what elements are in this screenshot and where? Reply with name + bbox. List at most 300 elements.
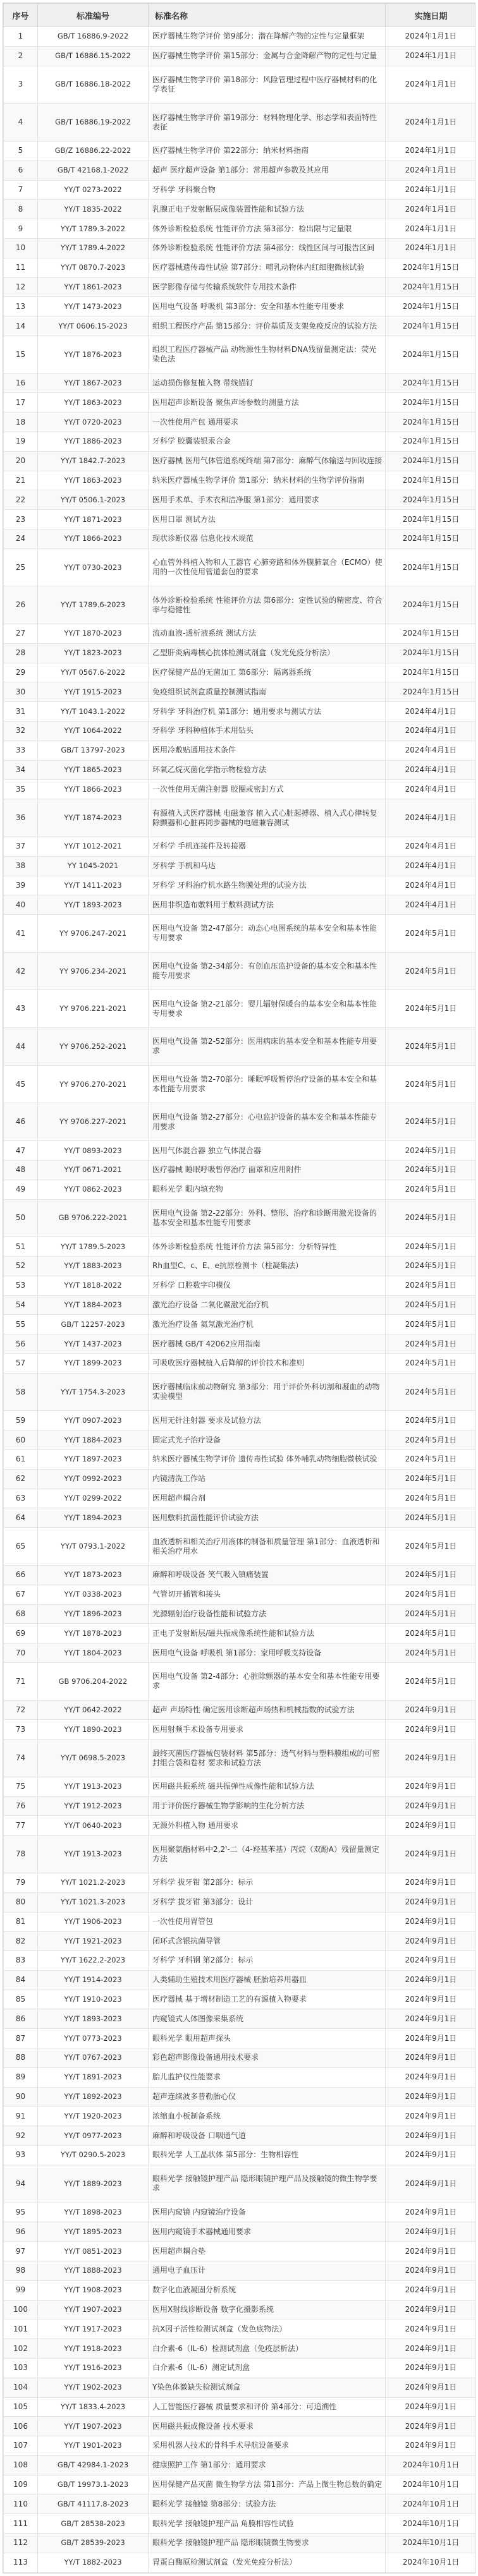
cell-standard-code: YY/T 1789.3-2022 (38, 219, 149, 239)
cell-standard-name: 医用电气设备 第2-22部分：外科、整形、治疗和诊断用激光设备的基本安全和基本性能专用要求 (149, 1199, 386, 1237)
cell-serial-no: 40 (4, 895, 38, 915)
cell-standard-name: 医疗器械临床前动物研究 第3部分：用于评价外科切割和凝血的动物实验模型 (149, 1373, 386, 1411)
cell-serial-no: 28 (4, 643, 38, 663)
cell-implementation-date: 2024年1月15日 (386, 682, 476, 702)
cell-standard-code: YY/T 0290.5-2023 (38, 2146, 149, 2165)
cell-serial-no: 63 (4, 1489, 38, 1508)
cell-standard-name: 医疗器械 睡眠呼吸暂停治疗 面罩和应用附件 (149, 1160, 386, 1180)
table-row (4, 1430, 476, 1450)
cell-standard-code: YY/T 1890-2023 (38, 1720, 149, 1739)
cell-serial-no: 50 (4, 1199, 38, 1237)
cell-implementation-date: 2024年9月1日 (386, 2146, 476, 2165)
cell-standard-code: YY/T 1873-2023 (38, 1565, 149, 1585)
cell-standard-name: 医疗器械生物学评价 第22部分：纳米材料指南 (149, 141, 386, 160)
cell-standard-name: 用于评价医疗器械生物学影响的生化分析方法 (149, 1796, 386, 1816)
cell-standard-name: 组织工程医疗器械产品 动物源性生物材料DNA残留量测定法：荧光染色法 (149, 336, 386, 373)
table-row (4, 1624, 476, 1643)
cell-standard-name: 医疗器械 GB/T 42062应用指南 (149, 1334, 386, 1354)
table-row (4, 1528, 476, 1566)
cell-standard-code: YY/T 0642-2022 (38, 1700, 149, 1720)
cell-serial-no: 23 (4, 510, 38, 529)
cell-implementation-date: 2024年9月1日 (386, 2261, 476, 2280)
cell-implementation-date: 2024年1月1日 (386, 104, 476, 142)
cell-standard-name: 血液透析和相关治疗用液体的制备和质量管理 第1部分：血液透析和相关治疗用水 (149, 1528, 386, 1566)
cell-implementation-date: 2024年1月15日 (386, 510, 476, 529)
table-row (4, 856, 476, 876)
cell-implementation-date: 2024年5月1日 (386, 1662, 476, 1700)
cell-implementation-date: 2024年5月1日 (386, 1450, 476, 1470)
cell-standard-code: YY/T 1894-2023 (38, 1508, 149, 1528)
table-row (4, 1508, 476, 1528)
table-row (4, 2300, 476, 2319)
cell-standard-code: YY/T 1867-2023 (38, 373, 149, 393)
table-row (4, 1990, 476, 2009)
cell-standard-name: 牙科学 牙科治疗机 第1部分：通用要求与测试方法 (149, 702, 386, 722)
cell-standard-name: 一次性使用产包 通用要求 (149, 413, 386, 432)
table-row (4, 2494, 476, 2514)
cell-implementation-date: 2024年9月1日 (386, 2397, 476, 2417)
cell-standard-code: YY/T 0893-2023 (38, 1141, 149, 1161)
cell-serial-no: 70 (4, 1643, 38, 1663)
table-row (4, 1873, 476, 1892)
cell-implementation-date: 2024年9月1日 (386, 2378, 476, 2397)
table-row (4, 104, 476, 142)
cell-standard-name: 牙科学 牙科种植体手术用钻头 (149, 722, 386, 741)
cell-implementation-date: 2024年1月15日 (386, 317, 476, 336)
cell-standard-code: YY/T 1866-2023 (38, 529, 149, 548)
cell-implementation-date: 2024年10月1日 (386, 2494, 476, 2514)
table-row (4, 1103, 476, 1141)
table-row (4, 2417, 476, 2436)
standards-table-container (3, 3, 475, 2573)
cell-standard-code: YY/T 0567.6-2022 (38, 663, 149, 682)
cell-implementation-date: 2024年5月1日 (386, 915, 476, 953)
cell-standard-name: 超声 声场特性 确定医用诊断超声场热和机械指数的试验方法 (149, 1700, 386, 1720)
cell-standard-name: 医疗器械 医用气体管道系统终端 第7部分：麻醉气体输送与回收连接 (149, 451, 386, 471)
table-row (4, 1160, 476, 1180)
table-row (4, 1411, 476, 1430)
cell-standard-code: YY/T 1861-2023 (38, 277, 149, 297)
cell-standard-name: 医用聚氨酯材料中2,2'-二（4-羟基苯基）丙烷（双酚A）残留量测定方法 (149, 1835, 386, 1873)
table-row (4, 200, 476, 219)
cell-serial-no: 27 (4, 624, 38, 644)
cell-standard-name: 医用无针注射器 要求及试验方法 (149, 1411, 386, 1430)
cell-standard-code: YY/T 1889-2023 (38, 2165, 149, 2203)
cell-standard-name: 体外诊断检验系统 性能评价方法 第5部分：分析特异性 (149, 1237, 386, 1257)
cell-serial-no: 5 (4, 141, 38, 160)
cell-serial-no: 21 (4, 471, 38, 490)
cell-implementation-date: 2024年10月1日 (386, 2455, 476, 2475)
header-serial-no: 序号 (4, 4, 38, 27)
cell-serial-no: 37 (4, 837, 38, 856)
cell-implementation-date: 2024年1月15日 (386, 373, 476, 393)
cell-implementation-date: 2024年1月15日 (386, 413, 476, 432)
cell-standard-name: 组织工程医疗产品 第15部分：评价基质及支架免疫反应的试验方法 (149, 317, 386, 336)
cell-standard-code: YY/T 1789.6-2023 (38, 586, 149, 624)
cell-standard-code: YY 9706.227-2021 (38, 1103, 149, 1141)
cell-standard-name: 麻醉和呼吸设备 口咽通气道 (149, 2126, 386, 2146)
cell-implementation-date: 2024年1月1日 (386, 160, 476, 180)
cell-standard-name: 人类辅助生殖技术用医疗器械 胚胎培养用器皿 (149, 1970, 386, 1990)
table-row (4, 2339, 476, 2359)
cell-standard-code: YY/T 1884-2023 (38, 1430, 149, 1450)
table-row (4, 2397, 476, 2417)
cell-standard-name: 一次性使用胃管包 (149, 1912, 386, 1932)
cell-standard-code: GB/T 16886.9-2022 (38, 27, 149, 47)
cell-implementation-date: 2024年1月15日 (386, 624, 476, 644)
table-row (4, 915, 476, 953)
cell-serial-no: 36 (4, 799, 38, 837)
table-row (4, 2261, 476, 2280)
cell-standard-code: GB/T 12257-2023 (38, 1315, 149, 1334)
cell-standard-code: YY/T 0506.1-2023 (38, 490, 149, 510)
cell-serial-no: 25 (4, 548, 38, 586)
cell-standard-name: 眼科光学 眼用超声探头 (149, 2029, 386, 2048)
cell-standard-code: YY/T 0773-2023 (38, 2029, 149, 2048)
cell-implementation-date: 2024年10月1日 (386, 2553, 476, 2572)
cell-standard-name: 白介素-6（IL-6）检测试剂盒（免疫层析法） (149, 2339, 386, 2359)
table-row (4, 180, 476, 200)
cell-standard-name: 牙科学 牙科聚合物 (149, 180, 386, 200)
cell-serial-no: 65 (4, 1528, 38, 1566)
cell-implementation-date: 2024年9月1日 (386, 1990, 476, 2009)
cell-standard-code: YY/T 0907-2023 (38, 1411, 149, 1430)
table-row (4, 2203, 476, 2222)
cell-standard-name: 牙科学 手机和马达 (149, 856, 386, 876)
cell-standard-code: YY/T 1835-2022 (38, 200, 149, 219)
table-row (4, 451, 476, 471)
cell-implementation-date: 2024年1月15日 (386, 451, 476, 471)
cell-standard-code: YY/T 0273-2022 (38, 180, 149, 200)
cell-implementation-date: 2024年1月1日 (386, 141, 476, 160)
table-row (4, 373, 476, 393)
table-row (4, 471, 476, 490)
table-row (4, 1816, 476, 1835)
cell-standard-code: YY/T 1012-2021 (38, 837, 149, 856)
table-row (4, 1951, 476, 1971)
cell-implementation-date: 2024年1月15日 (386, 258, 476, 277)
cell-serial-no: 101 (4, 2319, 38, 2339)
cell-serial-no: 45 (4, 1065, 38, 1103)
cell-standard-code: YY/T 1876-2023 (38, 336, 149, 373)
table-row (4, 2067, 476, 2087)
cell-serial-no: 105 (4, 2397, 38, 2417)
cell-standard-code: YY/T 0299-2022 (38, 1489, 149, 1508)
cell-serial-no: 94 (4, 2165, 38, 2203)
cell-standard-code: YY/T 1913-2023 (38, 1835, 149, 1873)
cell-standard-code: YY/T 1896-2023 (38, 1604, 149, 1624)
cell-standard-name: 医用射频手术设备专用要求 (149, 1720, 386, 1739)
cell-standard-name: 医用电气设备 第2-70部分：睡眠呼吸暂停治疗设备的基本安全和基本性能专用要求 (149, 1065, 386, 1103)
cell-standard-code: YY/T 1892-2023 (38, 2087, 149, 2107)
cell-implementation-date: 2024年9月1日 (386, 2280, 476, 2300)
table-row (4, 2009, 476, 2029)
cell-standard-code: YY/T 0671-2021 (38, 1160, 149, 1180)
cell-serial-no: 59 (4, 1411, 38, 1430)
cell-implementation-date: 2024年5月1日 (386, 1528, 476, 1566)
cell-standard-name: 内镜清洗工作站 (149, 1469, 386, 1489)
cell-implementation-date: 2024年9月1日 (386, 2067, 476, 2087)
cell-implementation-date: 2024年1月15日 (386, 277, 476, 297)
cell-serial-no: 33 (4, 741, 38, 760)
cell-standard-name: 医学影像存储与传输系统软件专用技术条件 (149, 277, 386, 297)
cell-standard-code: YY/T 0977-2023 (38, 2126, 149, 2146)
cell-serial-no: 30 (4, 682, 38, 702)
cell-implementation-date: 2024年9月1日 (386, 2029, 476, 2048)
cell-implementation-date: 2024年5月1日 (386, 1160, 476, 1180)
table-row (4, 529, 476, 548)
cell-standard-name: 气管切开插管和接头 (149, 1585, 386, 1604)
cell-standard-name: 牙科学 牙科钢 第2部分：标示 (149, 1951, 386, 1971)
table-row (4, 219, 476, 239)
table-row (4, 799, 476, 837)
cell-implementation-date: 2024年1月1日 (386, 238, 476, 258)
cell-standard-code: YY/T 1918-2023 (38, 2339, 149, 2359)
cell-standard-code: YY/T 1886-2023 (38, 432, 149, 451)
cell-standard-code: YY/T 1899-2023 (38, 1354, 149, 1374)
cell-standard-code: YY/T 0870.7-2023 (38, 258, 149, 277)
cell-serial-no: 51 (4, 1237, 38, 1257)
cell-implementation-date: 2024年5月1日 (386, 990, 476, 1028)
table-row (4, 2029, 476, 2048)
cell-standard-code: YY 9706.234-2021 (38, 952, 149, 990)
cell-standard-name: Rh血型C、c、E、e抗原检测卡（柱凝集法） (149, 1257, 386, 1276)
cell-standard-name: 流动血液-透析液系统 测试方法 (149, 624, 386, 644)
cell-serial-no: 31 (4, 702, 38, 722)
cell-serial-no: 103 (4, 2358, 38, 2378)
cell-standard-code: YY/T 1917-2023 (38, 2319, 149, 2339)
cell-implementation-date: 2024年5月1日 (386, 1604, 476, 1624)
table-row (4, 1720, 476, 1739)
cell-standard-name: 医疗器械 基于增材制造工艺的有源植入物要求 (149, 1990, 386, 2009)
cell-serial-no: 2 (4, 46, 38, 66)
cell-serial-no: 81 (4, 1912, 38, 1932)
cell-standard-name: 眼科光学 眼内填充物 (149, 1180, 386, 1199)
cell-standard-name: 医用超声耦合剂 (149, 1489, 386, 1508)
cell-standard-name: 闭环式含银抗菌导管 (149, 1932, 386, 1951)
cell-standard-code: GB/T 16886.18-2022 (38, 66, 149, 104)
cell-standard-name: 牙科学 手机连接件及转接器 (149, 837, 386, 856)
cell-implementation-date: 2024年9月1日 (386, 1720, 476, 1739)
cell-implementation-date: 2024年10月1日 (386, 2475, 476, 2494)
cell-standard-code: GB/T 42168.1-2022 (38, 160, 149, 180)
cell-standard-name: 激光治疗设备 二氧化碳激光治疗机 (149, 1295, 386, 1315)
cell-standard-code: YY 9706.270-2021 (38, 1065, 149, 1103)
cell-serial-no: 98 (4, 2261, 38, 2280)
cell-standard-name: 医用口罩 测试方法 (149, 510, 386, 529)
table-row (4, 2436, 476, 2456)
cell-standard-name: 医用电气设备 第2-52部分：医用病床的基本安全和基本性能专用要求 (149, 1028, 386, 1066)
table-row (4, 1643, 476, 1663)
cell-standard-name: 医用内窥镜 内窥镜治疗设备 (149, 2203, 386, 2222)
table-row (4, 1970, 476, 1990)
cell-implementation-date: 2024年9月1日 (386, 2319, 476, 2339)
cell-serial-no: 95 (4, 2203, 38, 2222)
cell-serial-no: 61 (4, 1450, 38, 1470)
cell-implementation-date: 2024年4月1日 (386, 876, 476, 895)
cell-implementation-date: 2024年9月1日 (386, 2087, 476, 2107)
cell-standard-name: 医用非织造布敷料用于敷料测试方法 (149, 895, 386, 915)
cell-standard-code: YY/T 1915-2023 (38, 682, 149, 702)
cell-standard-code: GB 9706.222-2021 (38, 1199, 149, 1237)
table-row (4, 1141, 476, 1161)
cell-standard-code: YY/T 0698.5-2023 (38, 1739, 149, 1777)
cell-standard-name: 乙型肝炎病毒核心抗体检测试剂盒（发光免疫分析法） (149, 643, 386, 663)
cell-implementation-date: 2024年9月1日 (386, 1932, 476, 1951)
table-row (4, 952, 476, 990)
cell-serial-no: 47 (4, 1141, 38, 1161)
cell-serial-no: 34 (4, 760, 38, 780)
cell-standard-name: 医用磁共振系统 磁共振弹性成像性能和试验方法 (149, 1777, 386, 1796)
cell-serial-no: 76 (4, 1796, 38, 1816)
cell-implementation-date: 2024年1月1日 (386, 27, 476, 47)
table-row (4, 876, 476, 895)
cell-serial-no: 29 (4, 663, 38, 682)
cell-standard-code: YY/T 0640-2023 (38, 1816, 149, 1835)
table-body (4, 27, 476, 2573)
table-row (4, 2048, 476, 2068)
table-row (4, 2475, 476, 2494)
cell-standard-code: YY/T 1622.2-2023 (38, 1951, 149, 1971)
cell-standard-name: 体外诊断检验系统 性能评价方法 第6部分：定性试验的精密度、符合率与稳健性 (149, 586, 386, 624)
cell-standard-code: YY/T 1906-2023 (38, 1912, 149, 1932)
table-row (4, 1276, 476, 1295)
cell-standard-code: GB 9706.204-2022 (38, 1662, 149, 1700)
cell-serial-no: 89 (4, 2067, 38, 2087)
cell-standard-code: YY/T 1893-2023 (38, 895, 149, 915)
table-row (4, 2358, 476, 2378)
cell-serial-no: 4 (4, 104, 38, 142)
table-row (4, 760, 476, 780)
cell-standard-code: YY/T 1912-2023 (38, 1796, 149, 1816)
cell-implementation-date: 2024年9月1日 (386, 2436, 476, 2456)
table-row (4, 317, 476, 336)
cell-implementation-date: 2024年5月1日 (386, 1257, 476, 1276)
cell-implementation-date: 2024年4月1日 (386, 722, 476, 741)
cell-implementation-date: 2024年4月1日 (386, 741, 476, 760)
cell-standard-name: 内窥镜式人体图像采集系统 (149, 2009, 386, 2029)
table-row (4, 160, 476, 180)
cell-serial-no: 16 (4, 373, 38, 393)
cell-standard-name: 医用保健产品灭菌 微生物学方法 第1部分：产品上微生物总数的确定 (149, 2475, 386, 2494)
cell-implementation-date: 2024年9月1日 (386, 2048, 476, 2068)
cell-standard-name: 无源外科植入物 通用要求 (149, 1816, 386, 1835)
table-row (4, 1700, 476, 1720)
cell-standard-name: 可吸收医疗器械植入后降解的评价技术和准则 (149, 1354, 386, 1374)
cell-standard-name: 抗X因子活性检测试剂盒（发色底物法） (149, 2319, 386, 2339)
cell-standard-code: YY/T 1907-2023 (38, 2300, 149, 2319)
cell-standard-name: 固定式光子治疗设备 (149, 1430, 386, 1450)
cell-serial-no: 39 (4, 876, 38, 895)
cell-serial-no: 99 (4, 2280, 38, 2300)
cell-serial-no: 35 (4, 780, 38, 799)
cell-serial-no: 111 (4, 2514, 38, 2534)
cell-implementation-date: 2024年4月1日 (386, 760, 476, 780)
cell-serial-no: 97 (4, 2242, 38, 2261)
table-row (4, 66, 476, 104)
table-row (4, 1835, 476, 1873)
cell-serial-no: 87 (4, 2029, 38, 2048)
table-row (4, 2087, 476, 2107)
header-standard-code: 标准编号 (38, 4, 149, 27)
table-row (4, 663, 476, 682)
cell-serial-no: 8 (4, 200, 38, 219)
table-row (4, 2146, 476, 2165)
cell-serial-no: 41 (4, 915, 38, 953)
cell-standard-name: 运动损伤修复植入物 带线锚钉 (149, 373, 386, 393)
cell-implementation-date: 2024年1月1日 (386, 46, 476, 66)
cell-implementation-date: 2024年5月1日 (386, 1489, 476, 1508)
cell-standard-code: YY/T 1883-2023 (38, 1257, 149, 1276)
table-row (4, 548, 476, 586)
cell-standard-name: 数字化血液凝固分析系统 (149, 2280, 386, 2300)
cell-standard-code: YY/T 1914-2023 (38, 1970, 149, 1990)
cell-serial-no: 49 (4, 1180, 38, 1199)
table-row (4, 895, 476, 915)
cell-serial-no: 92 (4, 2126, 38, 2146)
cell-standard-code: YY/T 1411-2023 (38, 876, 149, 895)
cell-serial-no: 38 (4, 856, 38, 876)
table-row (4, 258, 476, 277)
cell-serial-no: 11 (4, 258, 38, 277)
cell-implementation-date: 2024年1月15日 (386, 490, 476, 510)
cell-serial-no: 14 (4, 317, 38, 336)
cell-implementation-date: 2024年5月1日 (386, 1103, 476, 1141)
cell-standard-code: YY/T 0720-2023 (38, 413, 149, 432)
cell-standard-name: 医疗器械遗传毒性试验 第7部分：哺乳动物体内红细胞微核试验 (149, 258, 386, 277)
cell-standard-name: 体外诊断检验系统 性能评价方法 第4部分：线性区间与可报告区间 (149, 238, 386, 258)
cell-implementation-date: 2024年1月15日 (386, 432, 476, 451)
cell-standard-code: YY/T 0851-2023 (38, 2242, 149, 2261)
cell-serial-no: 107 (4, 2436, 38, 2456)
cell-implementation-date: 2024年5月1日 (386, 1585, 476, 1604)
cell-serial-no: 90 (4, 2087, 38, 2107)
table-row (4, 2126, 476, 2146)
cell-serial-no: 44 (4, 1028, 38, 1066)
table-row (4, 1777, 476, 1796)
cell-implementation-date: 2024年1月15日 (386, 297, 476, 317)
cell-serial-no: 56 (4, 1334, 38, 1354)
cell-serial-no: 42 (4, 952, 38, 990)
cell-serial-no: 48 (4, 1160, 38, 1180)
cell-standard-name: 医用电气设备 呼吸机 第3部分：安全和基本性能专用要求 (149, 297, 386, 317)
cell-implementation-date: 2024年1月15日 (386, 393, 476, 413)
table-row (4, 1450, 476, 1470)
table-row (4, 2280, 476, 2300)
cell-standard-name: 医疗器械生物学评价 第9部分：潜在降解产物的定性与定量框架 (149, 27, 386, 47)
cell-implementation-date: 2024年9月1日 (386, 1796, 476, 1816)
table-row (4, 1892, 476, 1912)
cell-serial-no: 46 (4, 1103, 38, 1141)
cell-standard-name: 医用气体混合器 独立气体混合器 (149, 1141, 386, 1161)
table-row (4, 393, 476, 413)
cell-implementation-date: 2024年4月1日 (386, 895, 476, 915)
cell-serial-no: 79 (4, 1873, 38, 1892)
cell-implementation-date: 2024年9月1日 (386, 1700, 476, 1720)
cell-serial-no: 62 (4, 1469, 38, 1489)
cell-standard-code: YY/T 1898-2023 (38, 2203, 149, 2222)
cell-standard-code: YY/T 1021.3-2023 (38, 1892, 149, 1912)
cell-implementation-date: 2024年1月15日 (386, 586, 476, 624)
cell-serial-no: 58 (4, 1373, 38, 1411)
cell-standard-name: 医用电气设备 第2-4部分：心脏除颤器的基本安全和基本性能专用要求 (149, 1662, 386, 1700)
cell-standard-name: 麻醉和呼吸设备 笑气吸入镇痛装置 (149, 1565, 386, 1585)
cell-standard-name: 免疫组织试剂盒质量控制测试指南 (149, 682, 386, 702)
cell-standard-code: YY/T 1437-2023 (38, 1334, 149, 1354)
cell-standard-name: 超声连续波多普勒胎心仪 (149, 2087, 386, 2107)
cell-standard-code: GB/T 16886.19-2022 (38, 104, 149, 142)
table-row (4, 2165, 476, 2203)
